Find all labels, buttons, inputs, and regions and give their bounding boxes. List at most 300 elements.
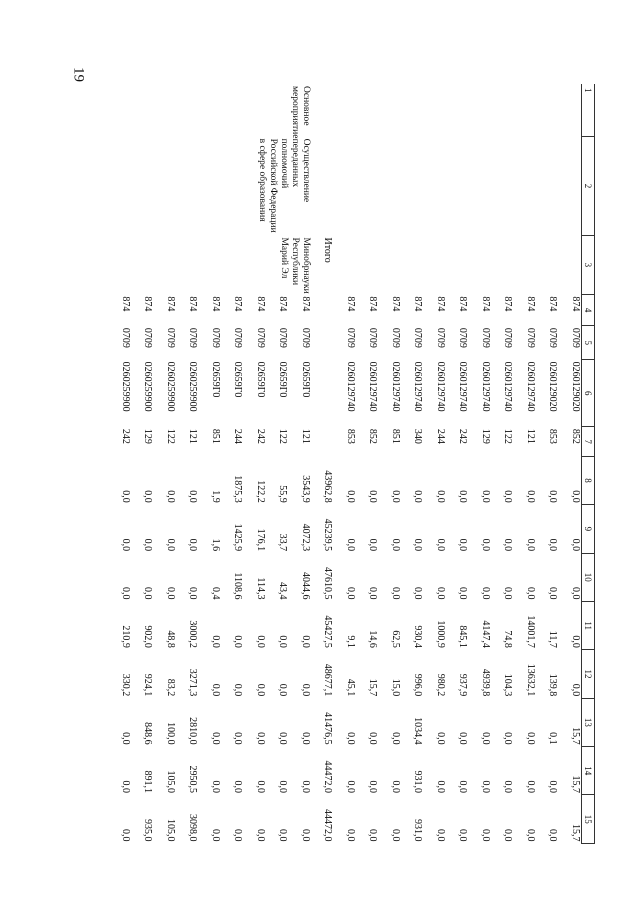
- table-cell: 0,0: [277, 683, 289, 697]
- table-cell: 122,2: [254, 480, 266, 503]
- table-cell: [513, 84, 536, 137]
- table-cell: 242: [119, 428, 131, 444]
- header-cell: 12: [581, 650, 594, 698]
- table-cell: 0709: [367, 327, 379, 348]
- table-cell: 931,0: [412, 770, 424, 793]
- table-cell: 2950,5: [187, 765, 199, 793]
- table-cell: 0,0: [209, 829, 221, 842]
- table-cell: 9,1: [344, 635, 356, 648]
- table-cell: 0260129740: [479, 361, 491, 412]
- table-cell: 176,1: [254, 528, 266, 552]
- table-cell: 122: [164, 428, 176, 444]
- table-cell: 874: [142, 296, 154, 312]
- table-cell: 129: [142, 428, 154, 444]
- table-cell: 4072,3: [299, 523, 311, 552]
- table-cell: 02659Г0: [232, 361, 244, 398]
- table-cell: 0709: [254, 327, 266, 348]
- table-cell: 74,8: [502, 630, 514, 648]
- table-cell: 3000,2: [187, 620, 199, 648]
- table-cell: 0709: [524, 327, 536, 348]
- budget-table: [108, 84, 595, 844]
- table-cell: 0,0: [119, 490, 131, 503]
- table-cell: 2810,0: [187, 717, 199, 745]
- table-cell: 0,0: [479, 538, 491, 552]
- table-cell: 0260129740: [344, 361, 356, 412]
- table-cell: 874: [479, 296, 491, 312]
- table-cell: 0,0: [389, 780, 401, 793]
- table-cell: 0260129740: [367, 361, 379, 412]
- table-cell: [536, 137, 559, 236]
- table-cell: 0,0: [569, 538, 581, 552]
- table-cell: 0709: [232, 327, 244, 348]
- table-cell: 0,0: [367, 490, 379, 503]
- table-cell: 0,0: [524, 780, 536, 793]
- table-cell: [446, 235, 469, 294]
- table-cell: 02659Г0: [209, 361, 221, 398]
- table-cell: 0,0: [254, 683, 266, 697]
- table-cell: 0,1: [547, 732, 559, 745]
- header-cell: 8: [581, 456, 594, 504]
- table-cell: 980,2: [434, 673, 446, 697]
- table-cell: 15,0: [389, 678, 401, 697]
- table-cell: 0709: [164, 327, 176, 348]
- total-value: 44472,0: [322, 809, 334, 842]
- table-cell: 931,0: [412, 819, 424, 842]
- table-cell: 4044,6: [299, 571, 311, 600]
- header-cell: 13: [581, 698, 594, 746]
- table-row: [536, 84, 559, 844]
- table-cell: [468, 84, 491, 137]
- table-cell: 0,0: [547, 780, 559, 793]
- table-cell: 48,8: [164, 630, 176, 648]
- table-cell: 0,0: [389, 538, 401, 552]
- table-cell: 0,0: [164, 538, 176, 552]
- table-cell: 874: [412, 296, 424, 312]
- table-cell: 129: [479, 428, 491, 444]
- table-cell: 874: [119, 296, 131, 312]
- table-cell: 0,0: [277, 829, 289, 842]
- table-cell: 0260129020: [547, 361, 559, 412]
- table-cell: 0260129740: [457, 361, 469, 412]
- table-cell: 0709: [434, 327, 446, 348]
- table-cell: 0,0: [434, 490, 446, 503]
- table-cell: 930,4: [412, 625, 424, 648]
- table-cell: 15,7: [367, 678, 379, 697]
- header-cell: 6: [581, 360, 594, 427]
- table-cell: 0,0: [479, 829, 491, 842]
- table-row: [446, 84, 469, 844]
- table-cell: 0,0: [232, 780, 244, 793]
- header-cell: 11: [581, 601, 594, 649]
- table-cell: 139,8: [547, 673, 559, 697]
- table-cell: 0709: [142, 327, 154, 348]
- table-cell: 874: [232, 296, 244, 312]
- table-cell: 0709: [569, 327, 581, 348]
- table-cell: 0,0: [457, 538, 469, 552]
- table-cell: 0,0: [344, 732, 356, 745]
- table-cell: 3543,9: [299, 475, 311, 503]
- table-cell: [558, 235, 581, 294]
- total-value: 47610,5: [322, 566, 334, 600]
- table-cell: [491, 235, 514, 294]
- table-cell: 0,0: [457, 732, 469, 745]
- table-cell: 0,0: [479, 780, 491, 793]
- table-cell: 0,0: [434, 586, 446, 600]
- table-cell: 0,0: [119, 538, 131, 552]
- table-cell: 0,0: [209, 635, 221, 648]
- table-cell: 924,1: [142, 673, 154, 697]
- table-cell: 891,1: [142, 770, 154, 793]
- table-cell: 105,0: [164, 819, 176, 842]
- table-cell: 851: [389, 428, 401, 444]
- table-cell: 996,0: [412, 673, 424, 697]
- table-cell: [446, 84, 469, 137]
- table-cell: [378, 235, 401, 294]
- table-cell: [311, 326, 334, 360]
- table-cell: 853: [344, 428, 356, 444]
- table-cell: 0,0: [569, 635, 581, 648]
- table-cell: 874: [524, 296, 536, 312]
- table-cell: 0,0: [524, 586, 536, 600]
- table-cell: 3271,3: [187, 668, 199, 697]
- table-cell: 874: [209, 296, 221, 312]
- table-cell: 0,0: [232, 732, 244, 745]
- table-row: [558, 84, 581, 844]
- table-cell: 55,9: [277, 485, 289, 503]
- table-cell: 104,3: [502, 673, 514, 697]
- table-cell: 0,0: [479, 586, 491, 600]
- table-cell: 121: [299, 428, 311, 444]
- table-cell: [423, 235, 446, 294]
- table-cell: 0,0: [412, 586, 424, 600]
- table-cell: [536, 235, 559, 294]
- table-cell: 0,0: [412, 538, 424, 552]
- table-cell: 0,0: [119, 732, 131, 745]
- table-cell: 874: [502, 296, 514, 312]
- table-cell: 0260259900: [164, 361, 176, 412]
- table-row: [288, 84, 311, 844]
- table-cell: [491, 84, 514, 137]
- table-cell: 0,0: [142, 538, 154, 552]
- table-cell: 1,9: [209, 490, 221, 503]
- table-cell: 0,0: [164, 586, 176, 600]
- header-cell: 5: [581, 326, 594, 360]
- total-value: 48677,1: [322, 663, 334, 697]
- table-cell: 242: [457, 428, 469, 444]
- table-cell: 13632,1: [524, 663, 536, 697]
- table-cell: 0,0: [524, 829, 536, 842]
- table-cell: 0,0: [187, 490, 199, 503]
- table-row: [423, 84, 446, 844]
- table-cell: [378, 84, 401, 137]
- table-cell: 0,0: [367, 586, 379, 600]
- table-cell: 0,0: [119, 829, 131, 842]
- table-cell: 0,0: [524, 732, 536, 745]
- table-cell: 114,3: [254, 577, 266, 600]
- table-cell: 874: [344, 296, 356, 312]
- table-cell: 0,0: [232, 829, 244, 842]
- table-cell: 0,0: [524, 490, 536, 503]
- total-row: [311, 84, 334, 844]
- table-cell: [356, 84, 379, 137]
- table-cell: 874: [254, 296, 266, 312]
- table-cell: 1034,4: [412, 717, 424, 745]
- table-cell: 0,0: [209, 683, 221, 697]
- table-cell: 0,0: [299, 732, 311, 745]
- total-value: 45427,5: [322, 615, 334, 648]
- table-cell: 122: [277, 428, 289, 444]
- total-value: 44472,0: [322, 760, 334, 793]
- table-cell: 0,0: [254, 829, 266, 842]
- header-cell: 9: [581, 505, 594, 553]
- table-cell: [356, 137, 379, 236]
- total-value: 41476,5: [322, 712, 334, 745]
- table-cell: 0,0: [209, 732, 221, 745]
- table-cell: 937,9: [457, 673, 469, 697]
- table-cell: 02659Г0: [277, 361, 289, 398]
- table-row: [333, 84, 356, 844]
- table-cell: 874: [569, 296, 581, 312]
- table-cell: [536, 84, 559, 137]
- total-value: 43962,8: [322, 470, 334, 503]
- table-cell: 848,6: [142, 722, 154, 745]
- header-cell: 1: [581, 84, 594, 137]
- table-cell: 100,0: [164, 722, 176, 745]
- table-cell: [513, 137, 536, 236]
- page-number: 19: [70, 67, 87, 82]
- table-cell: 0,0: [457, 829, 469, 842]
- table-cell: 1108,6: [232, 572, 244, 600]
- table-cell: 0,4: [209, 586, 221, 600]
- table-cell: 0260129740: [434, 361, 446, 412]
- table-row: [356, 84, 379, 844]
- table-cell: 0,0: [547, 538, 559, 552]
- table-cell: 0,0: [254, 780, 266, 793]
- table-cell: 0,0: [547, 490, 559, 503]
- table-cell: 0,0: [119, 780, 131, 793]
- table-cell: [423, 84, 446, 137]
- table-cell: 0,0: [457, 490, 469, 503]
- table-cell: 0,0: [142, 586, 154, 600]
- table-cell: 0,0: [299, 780, 311, 793]
- table-cell: 0,0: [524, 538, 536, 552]
- table-cell: 0709: [344, 327, 356, 348]
- table-cell: [356, 235, 379, 294]
- table-cell: 0,0: [277, 732, 289, 745]
- table-cell: 852: [367, 428, 379, 444]
- table-cell: 0709: [299, 327, 311, 348]
- table-cell: 0,0: [479, 490, 491, 503]
- table-cell: [333, 84, 356, 137]
- table-cell: 122: [502, 428, 514, 444]
- header-cell: 15: [581, 795, 594, 844]
- table-cell: 330,2: [119, 673, 131, 697]
- table-cell: 874: [457, 296, 469, 312]
- table-row: [468, 84, 491, 844]
- table-row: [378, 84, 401, 844]
- table-cell: 02659Г0: [254, 361, 266, 398]
- table-cell: 0,0: [119, 586, 131, 600]
- table-cell: 0,0: [434, 780, 446, 793]
- table-cell: 874: [277, 296, 289, 312]
- table-cell: 0,0: [502, 780, 514, 793]
- table-cell: 0,0: [187, 586, 199, 600]
- table-cell: 02659Г0: [299, 361, 311, 398]
- table-cell: 0,0: [344, 780, 356, 793]
- total-label: Итого: [322, 237, 334, 263]
- table-cell: 0,0: [457, 586, 469, 600]
- table-cell: 0,0: [299, 829, 311, 842]
- table-cell: [446, 137, 469, 236]
- table-cell: 0,0: [502, 490, 514, 503]
- table-cell: 0709: [457, 327, 469, 348]
- table-cell: [468, 137, 491, 236]
- table-cell: 0,0: [254, 635, 266, 648]
- rotated-table-container: [55, 84, 595, 844]
- table-cell: 0709: [277, 327, 289, 348]
- table-cell: 0709: [547, 327, 559, 348]
- table-cell: 14,6: [367, 630, 379, 648]
- table-cell: 45,1: [344, 678, 356, 697]
- table-row: [513, 84, 536, 844]
- table-cell: 0709: [502, 327, 514, 348]
- table-row: [401, 84, 424, 844]
- table-cell: 0709: [412, 327, 424, 348]
- table-cell: 0,0: [164, 490, 176, 503]
- table-cell: 874: [164, 296, 176, 312]
- header-cell: 4: [581, 294, 594, 326]
- total-value: 45239,5: [322, 518, 334, 552]
- table-cell: [423, 137, 446, 236]
- table-cell: 244: [434, 428, 446, 444]
- table-cell: 0,0: [479, 732, 491, 745]
- table-cell: 0,0: [569, 586, 581, 600]
- table-cell: [401, 84, 424, 137]
- table-cell: 1,6: [209, 538, 221, 552]
- table-cell: 845,1: [457, 625, 469, 648]
- header-cell: 14: [581, 747, 594, 795]
- table-cell: 0,0: [569, 490, 581, 503]
- table-cell: 0260129740: [389, 361, 401, 412]
- table-cell: [401, 137, 424, 236]
- table-cell: 242: [254, 428, 266, 444]
- section-col1: Основное мероприятие: [289, 86, 311, 139]
- table-cell: 0,0: [502, 829, 514, 842]
- table-cell: 874: [547, 296, 559, 312]
- table-cell: [378, 137, 401, 236]
- table-cell: 0,0: [502, 586, 514, 600]
- table-row: [491, 84, 514, 844]
- table-cell: 1425,9: [232, 523, 244, 552]
- table-cell: 0,0: [434, 829, 446, 842]
- table-cell: 0,0: [389, 490, 401, 503]
- table-cell: 0,0: [389, 586, 401, 600]
- table-cell: 0709: [389, 327, 401, 348]
- table-cell: 121: [187, 428, 199, 444]
- table-cell: 11,7: [547, 630, 559, 648]
- table-cell: 0,0: [209, 780, 221, 793]
- header-cell: 3: [581, 235, 594, 294]
- table-cell: 0260129020: [569, 361, 581, 412]
- table-cell: [468, 235, 491, 294]
- table-cell: 851: [209, 428, 221, 444]
- table-cell: 0,0: [232, 635, 244, 648]
- table-cell: 874: [434, 296, 446, 312]
- table-cell: 83,2: [164, 678, 176, 697]
- header-cell: 10: [581, 553, 594, 601]
- table-cell: [311, 137, 334, 236]
- table-cell: [311, 360, 334, 427]
- table-body: [108, 84, 594, 844]
- table-cell: 874: [299, 296, 311, 312]
- table-cell: 0,0: [367, 829, 379, 842]
- table-cell: 33,7: [277, 533, 289, 552]
- table-cell: 0709: [187, 327, 199, 348]
- table-cell: 0260129740: [412, 361, 424, 412]
- table-cell: 874: [367, 296, 379, 312]
- table-cell: 244: [232, 428, 244, 444]
- table-cell: 43,4: [277, 581, 289, 600]
- table-cell: [333, 137, 356, 236]
- table-cell: 852: [569, 428, 581, 444]
- table-cell: 0,0: [569, 683, 581, 697]
- table-cell: 0,0: [547, 586, 559, 600]
- table-cell: 0260129740: [502, 361, 514, 412]
- table-cell: 0,0: [344, 538, 356, 552]
- table-cell: 1875,3: [232, 475, 244, 503]
- table-cell: [311, 84, 334, 137]
- table-cell: 0260259900: [142, 361, 154, 412]
- table-cell: 0260259900: [119, 361, 131, 412]
- table-cell: 0,0: [434, 732, 446, 745]
- table-cell: [333, 235, 356, 294]
- table-cell: 0,0: [389, 732, 401, 745]
- table-cell: [311, 427, 334, 456]
- table-cell: 0260259900: [187, 361, 199, 412]
- table-cell: [558, 137, 581, 236]
- table-cell: 874: [187, 296, 199, 312]
- table-cell: 0,0: [344, 490, 356, 503]
- table-cell: 0,0: [389, 829, 401, 842]
- table-cell: 15,7: [569, 824, 581, 842]
- table-cell: 0709: [479, 327, 491, 348]
- section-col2: Осуществление переданных полномочий Российской Федерации в сфере образования: [256, 138, 311, 233]
- table-cell: 0,0: [412, 490, 424, 503]
- table-cell: 4939,8: [479, 668, 491, 697]
- table-cell: 0,0: [547, 829, 559, 842]
- table-cell: 0,0: [277, 780, 289, 793]
- table-cell: 874: [389, 296, 401, 312]
- table-cell: 0,0: [277, 635, 289, 648]
- table-cell: 340: [412, 428, 424, 444]
- table-cell: [491, 137, 514, 236]
- table-cell: 0,0: [187, 538, 199, 552]
- table-cell: 3098,0: [187, 814, 199, 842]
- header-cell: 2: [581, 137, 594, 236]
- table-cell: 4147,4: [479, 620, 491, 648]
- table-cell: 0709: [209, 327, 221, 348]
- table-cell: 62,5: [389, 630, 401, 648]
- table-cell: 0,0: [142, 490, 154, 503]
- table-cell: 902,0: [142, 625, 154, 648]
- table-cell: 121: [524, 428, 536, 444]
- table-cell: 15,7: [569, 775, 581, 793]
- table-cell: 0,0: [344, 586, 356, 600]
- header-row: [581, 84, 594, 844]
- table-cell: 0,0: [344, 829, 356, 842]
- table-cell: [401, 235, 424, 294]
- table-cell: 0,0: [434, 538, 446, 552]
